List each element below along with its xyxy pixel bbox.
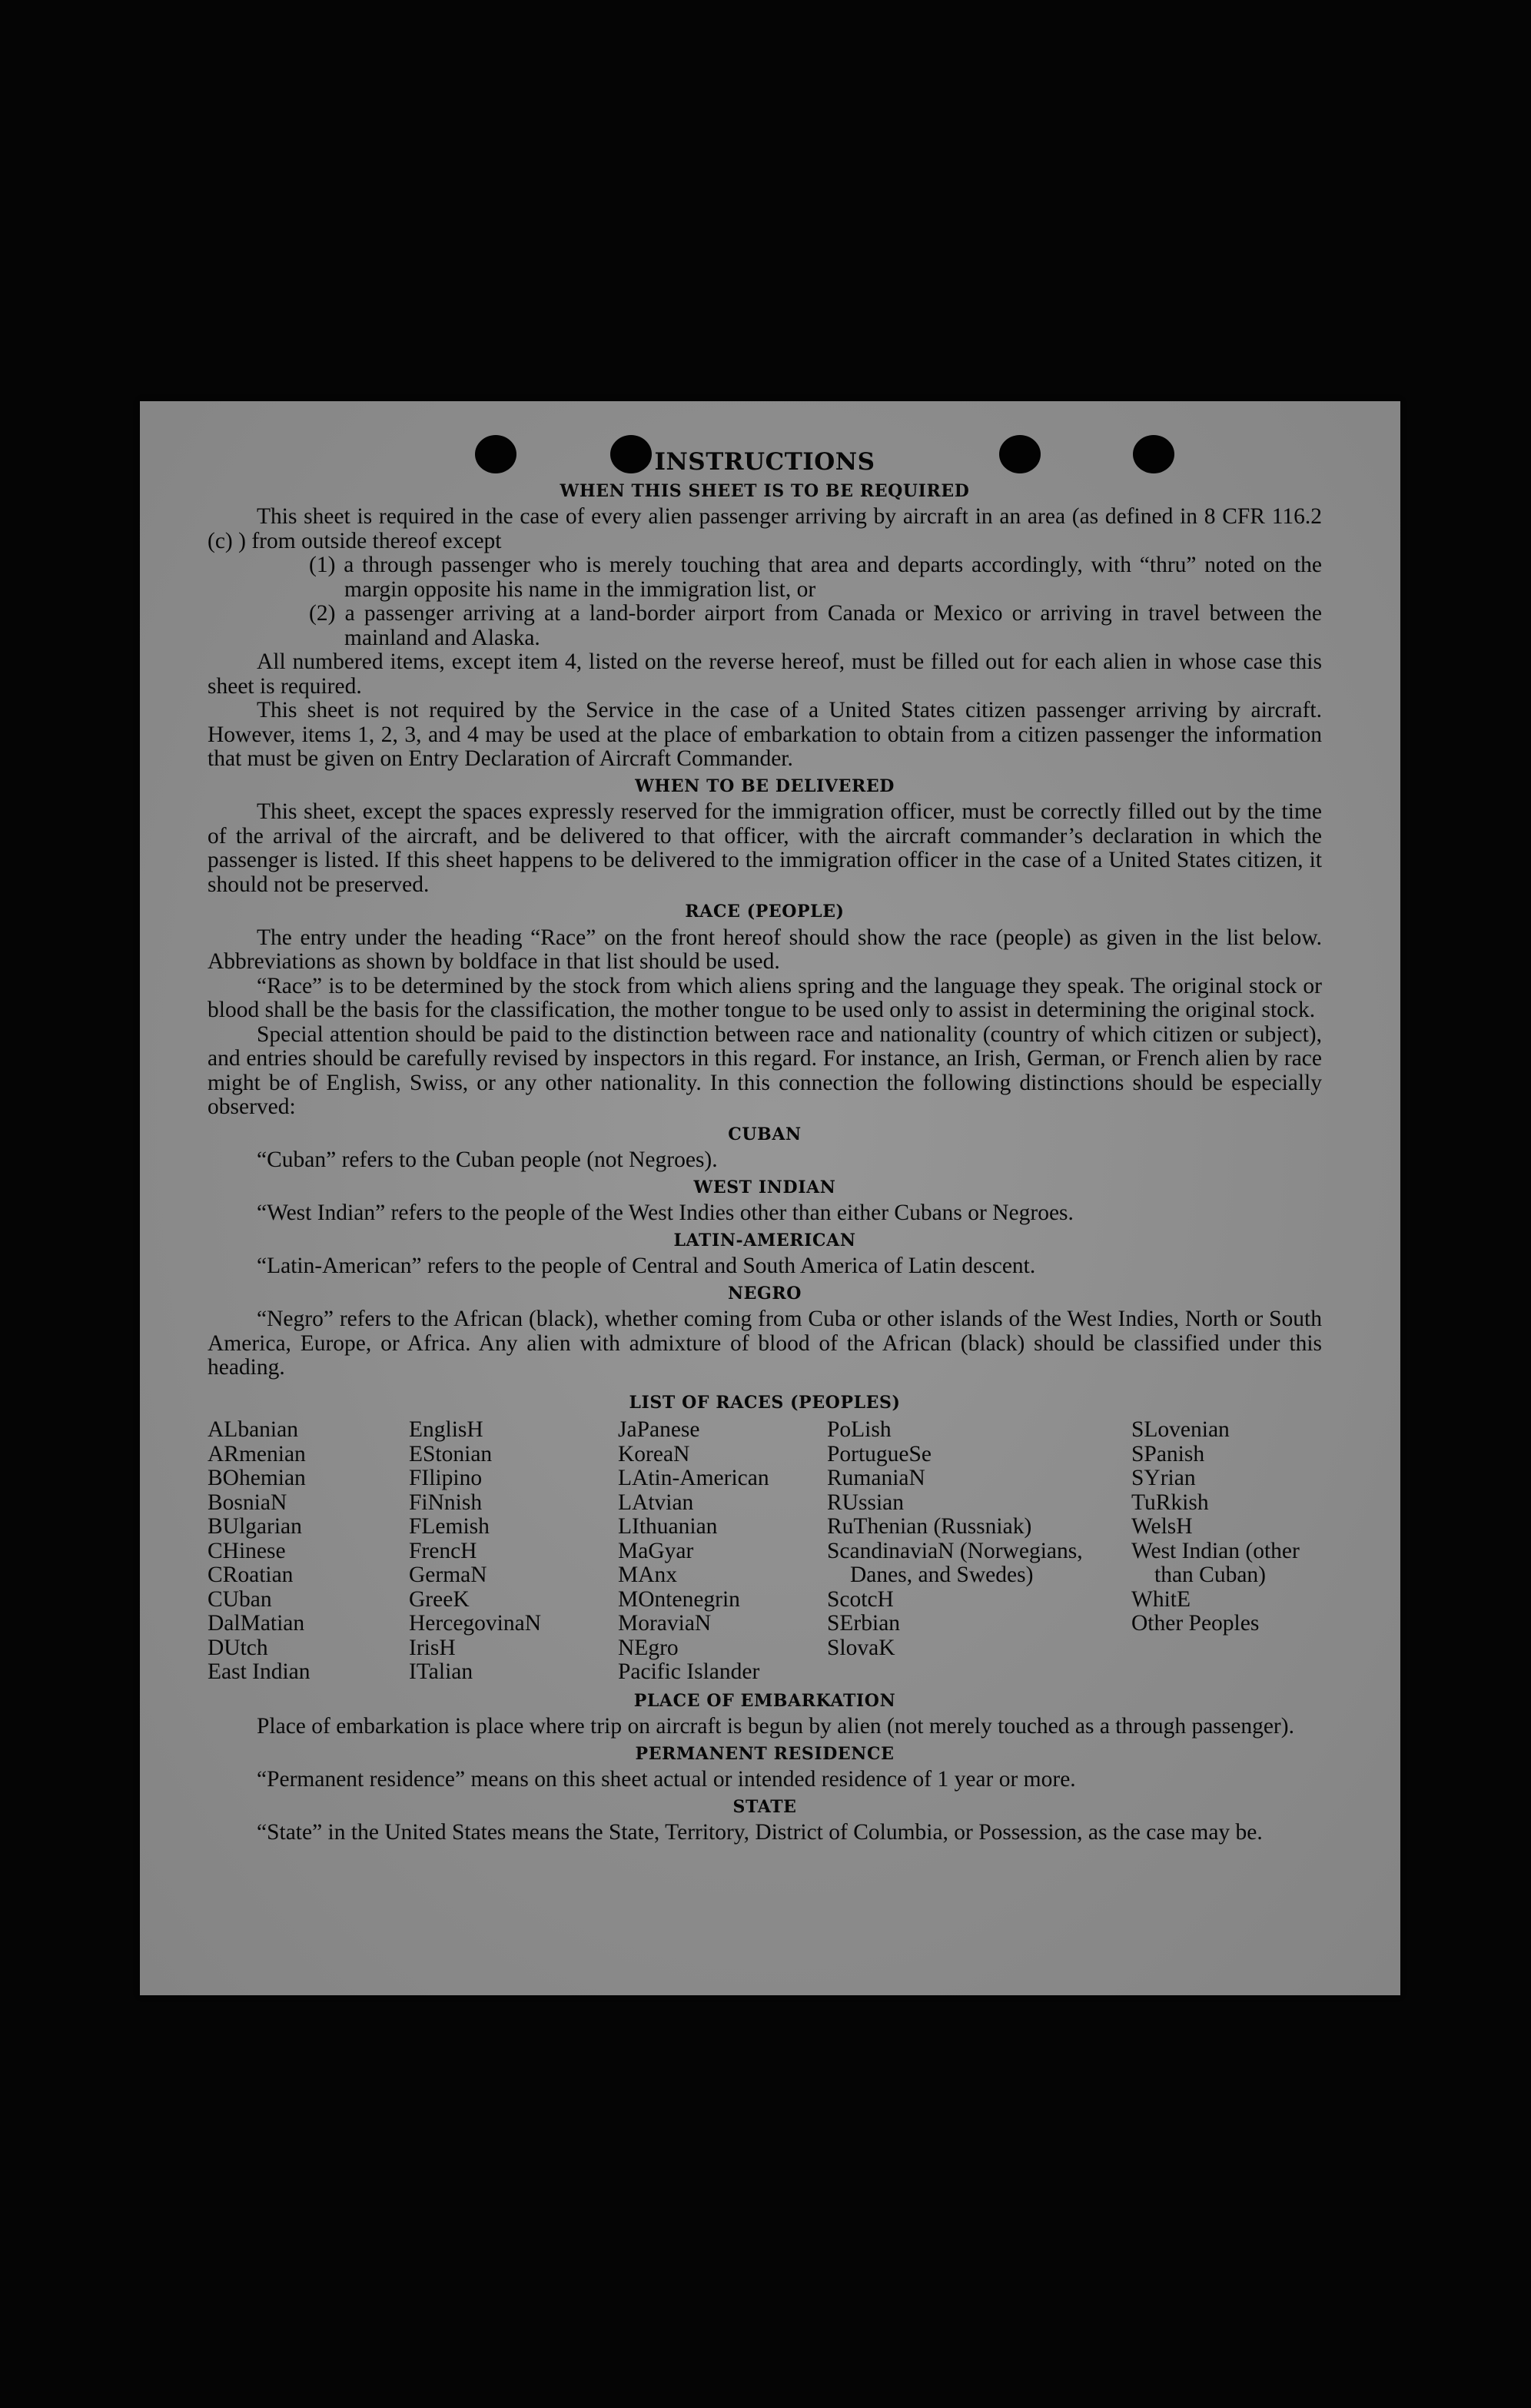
race-entry: PoLish bbox=[827, 1417, 892, 1442]
section-heading: LIST OF RACES (PEOPLES) bbox=[629, 1392, 901, 1413]
section-heading: PLACE OF EMBARKATION bbox=[633, 1690, 896, 1711]
paragraph: All numbered items, except item 4, listed on the reverse hereof, must be filled out for each alien in whose case this sheet is required. bbox=[208, 649, 1322, 699]
race-entry: BosniaN bbox=[208, 1490, 287, 1515]
race-entry: West Indian (other than Cuban) bbox=[1131, 1538, 1300, 1587]
race-entry: SErbian bbox=[827, 1611, 901, 1636]
race-column bbox=[618, 1418, 827, 1685]
section-heading: LATIN-AMERICAN bbox=[673, 1230, 856, 1250]
paragraph: This sheet is required in the case of every alien passenger arriving by aircraft in an area (as defined in 8 CFR 116.2 (c) ) from outside thereof except bbox=[208, 504, 1322, 553]
race-entry: TuRkish bbox=[1131, 1490, 1209, 1515]
race-entry: SlovaK bbox=[827, 1635, 895, 1660]
race-entry: BUlgarian bbox=[208, 1514, 302, 1539]
race-entry: ScandinaviaN (Norwegians, Danes, and Swedes) bbox=[827, 1538, 1083, 1587]
page-title: INSTRUCTIONS bbox=[654, 448, 875, 476]
race-entry: MaGyar bbox=[618, 1538, 694, 1563]
race-entry: MAnx bbox=[618, 1563, 678, 1587]
section-heading: WHEN THIS SHEET IS TO BE REQUIRED bbox=[560, 480, 970, 501]
race-entry: FIlipino bbox=[409, 1466, 483, 1490]
paragraph: Special attention should be paid to the distinction between race and nationality (country of which citizen or subject), and entries should be carefully revised by inspectors in this regard. For instance, an Irish, German, or French alien by race might be of English, Swiss, or any other nationality. In this connection the following distinctions should be especially observed: bbox=[208, 1021, 1322, 1119]
race-entry: RumaniaN bbox=[827, 1466, 925, 1490]
race-entry: RUssian bbox=[827, 1490, 904, 1515]
race-entry: LAtvian bbox=[618, 1490, 694, 1515]
race-entry: Other Peoples bbox=[1131, 1611, 1260, 1636]
race-entry: NEgro bbox=[618, 1635, 679, 1660]
race-column bbox=[1131, 1418, 1322, 1685]
list-item: (1) a through passenger who is merely touching that area and departs accordingly, with “thru” noted on the margin opposite his name in the immigration list, or bbox=[309, 553, 1322, 602]
race-entry: EnglisH bbox=[409, 1417, 483, 1442]
race-entry: CUban bbox=[208, 1586, 272, 1612]
race-entry: CRoatian bbox=[208, 1563, 294, 1587]
section-heading: WHEN TO BE DELIVERED bbox=[635, 776, 895, 796]
race-entry: IrisH bbox=[409, 1635, 456, 1660]
race-entry: WelsH bbox=[1131, 1514, 1193, 1539]
paragraph: “Permanent residence” means on this sheet actual or intended residence of 1 year or more. bbox=[257, 1767, 1076, 1792]
section-heading: STATE bbox=[732, 1796, 797, 1817]
race-entry: Pacific Islander bbox=[618, 1659, 760, 1684]
paragraph: “Cuban” refers to the Cuban people (not Negroes). bbox=[257, 1148, 718, 1172]
section-heading: RACE (PEOPLE) bbox=[685, 902, 845, 922]
race-entry: EStonian bbox=[409, 1441, 493, 1466]
paragraph: “State” in the United States means the State, Territory, District of Columbia, or Possession, as the case may be. bbox=[257, 1820, 1263, 1845]
paragraph: This sheet, except the spaces expressly reserved for the immigration officer, must be correctly filled out by the time of the arrival of the aircraft, and be delivered to that officer, with the aircraft commander’s declaration in which the passenger is listed. If this sheet happens to be delivered to the immigration officer in the case of a United States citizen, it should not be preserved. bbox=[208, 799, 1322, 897]
race-entry: GreeK bbox=[409, 1586, 470, 1612]
race-entry: LIthuanian bbox=[618, 1514, 718, 1539]
section-heading: NEGRO bbox=[727, 1283, 802, 1304]
race-entry: SYrian bbox=[1131, 1466, 1196, 1490]
race-entry: SLovenian bbox=[1131, 1417, 1230, 1442]
race-entry: ScotcH bbox=[827, 1586, 894, 1612]
section-heading: PERMANENT RESIDENCE bbox=[635, 1743, 895, 1764]
race-entry: HercegovinaN bbox=[409, 1611, 542, 1636]
race-entry: MoraviaN bbox=[618, 1611, 712, 1636]
race-entry: JaPanese bbox=[618, 1417, 700, 1442]
race-column bbox=[208, 1418, 409, 1685]
list-item: (2) a passenger arriving at a land-border airport from Canada or Mexico or arriving in travel between the mainland and Alaska. bbox=[309, 601, 1322, 650]
race-entry: East Indian bbox=[208, 1659, 311, 1684]
race-entry: DUtch bbox=[208, 1635, 268, 1660]
race-entry: PortugueSe bbox=[827, 1441, 932, 1466]
race-entry: LAtin-American bbox=[618, 1466, 769, 1490]
paragraph: This sheet is not required by the Service in the case of a United States citizen passenger arriving by aircraft. However, items 1, 2, 3, and 4 may be used at the place of embarkation to obtain from a citizen passenger the information that must be given on Entry Declaration of Aircraft Commander. bbox=[208, 698, 1322, 771]
race-entry: FrencH bbox=[409, 1538, 477, 1563]
race-entry: MOntenegrin bbox=[618, 1586, 740, 1612]
race-entry: ALbanian bbox=[208, 1417, 298, 1442]
paragraph: “Latin-American” refers to the people of Central and South America of Latin descent. bbox=[257, 1254, 1036, 1278]
race-entry: GermaN bbox=[409, 1563, 487, 1587]
paragraph: “Race” is to be determined by the stock from which aliens spring and the language they speak. The original stock or blood shall be the basis for the classification, the mother tongue to be used only to assist in determining the original stock. bbox=[208, 973, 1322, 1022]
race-entry: DalMatian bbox=[208, 1611, 305, 1636]
race-entry: KoreaN bbox=[618, 1441, 690, 1466]
race-entry: FLemish bbox=[409, 1514, 490, 1539]
race-entry: CHinese bbox=[208, 1538, 286, 1563]
race-entry: SPanish bbox=[1131, 1441, 1205, 1466]
race-entry: RuThenian (Russniak) bbox=[827, 1514, 1032, 1539]
section-heading: WEST INDIAN bbox=[693, 1177, 836, 1197]
paragraph: “West Indian” refers to the people of the West Indies other than either Cubans or Negroes. bbox=[257, 1201, 1074, 1225]
paragraph: Place of embarkation is place where trip on aircraft is begun by alien (not merely touched as a through passenger). bbox=[257, 1714, 1294, 1739]
race-entry: BOhemian bbox=[208, 1466, 306, 1490]
race-entry: ITalian bbox=[409, 1659, 473, 1684]
document-sheet bbox=[140, 401, 1400, 1995]
paragraph: “Negro” refers to the African (black), whether coming from Cuba or other islands of the West Indies, North or South America, Europe, or Africa. Any alien with admixture of blood of the African (black) should be classified under this heading. bbox=[208, 1307, 1322, 1380]
race-column bbox=[409, 1418, 618, 1685]
race-entry: ARmenian bbox=[208, 1441, 306, 1466]
paragraph: The entry under the heading “Race” on the front hereof should show the race (people) as given in the list below. Abbreviations as shown by boldface in that list should be used. bbox=[208, 925, 1322, 974]
race-column bbox=[827, 1418, 1131, 1685]
section-heading: CUBAN bbox=[728, 1124, 802, 1144]
race-entry: WhitE bbox=[1131, 1586, 1191, 1612]
race-list bbox=[208, 1418, 1322, 1685]
race-entry: FiNnish bbox=[409, 1490, 483, 1515]
instructions-content bbox=[208, 450, 1322, 1845]
